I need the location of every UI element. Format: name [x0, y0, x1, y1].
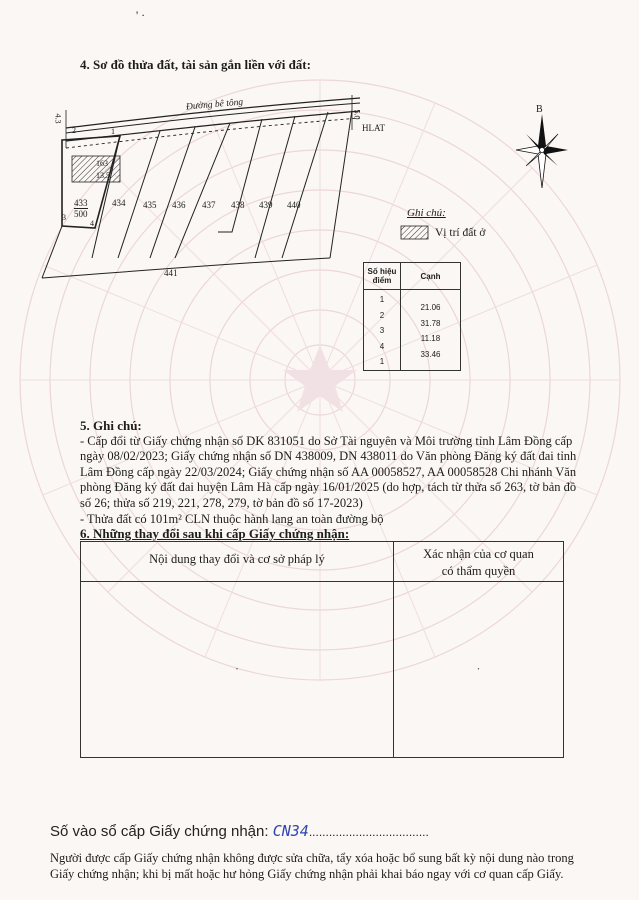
parcel-437: 437	[202, 200, 216, 210]
neighbor-parcel-lines	[42, 110, 352, 278]
point-1: 1	[379, 295, 385, 304]
changes-header-confirm-line1: Xác nhận của cơ quan	[423, 547, 534, 561]
edge-3-4: 11.18	[420, 334, 441, 343]
section5	[80, 418, 600, 527]
compass-icon	[512, 112, 572, 190]
changes-header-content	[81, 542, 394, 582]
edge-4-1: 33.46	[420, 349, 441, 359]
edges-column	[401, 290, 461, 371]
parcel-435: 435	[143, 200, 157, 210]
parcel-434: 434	[112, 198, 126, 208]
point-1-end: 1	[379, 357, 385, 366]
section5-line-2: ngày 08/02/2023; Giấy chứng nhận số DN 438009, DN 438011 do Văn phòng Đăng ký đất đai tỉnh	[80, 449, 577, 464]
parcel-436: 436	[172, 200, 186, 210]
parcel-440: 440	[287, 200, 301, 210]
subject-parcel-number: 433	[74, 198, 88, 208]
point-3: 3	[379, 326, 385, 335]
subject-parcel-map: 500	[74, 209, 88, 219]
points-table-header-points: Số hiệu điểm	[364, 263, 401, 290]
points-table	[363, 262, 461, 371]
section5-line-3: Lâm Đồng cấp ngày 22/03/2024; Giấy chứng nhận số AA 00058527, AA 00058528 Chi nhánh Văn	[80, 464, 577, 479]
hlat-label: HLAT	[362, 123, 385, 133]
registry-dots: ....................................	[308, 825, 429, 839]
section5-line-5: số 26; thửa số 219, 221, 278, 279, tờ bản đồ số 17-2023)	[80, 495, 363, 510]
area-bottom-label: 13.5	[96, 171, 110, 180]
registry-line	[50, 822, 429, 840]
changes-header-confirm-line2: có thẩm quyền	[441, 564, 516, 578]
road-label: Đường bê tông	[185, 97, 244, 113]
warning-text: Người được cấp Giấy chứng nhận không được sửa chữa, tẩy xóa hoặc bổ sung bất kỳ nội dung nào trong Giấy chứng nhận; khi bị mất hoặc hư hỏng Giấy chứng nhận phải khai báo ngay với cơ quan cấp Giấy.	[50, 851, 574, 881]
point-2: 2	[379, 310, 385, 320]
registry-value: CN34	[272, 822, 309, 840]
vertex-label-3: 3	[62, 213, 66, 222]
changes-header-content-text: Nội dung thay đổi và cơ sở pháp lý	[149, 552, 325, 566]
section6-title: 6. Những thay đổi sau khi cấp Giấy chứng nhận:	[80, 526, 350, 541]
subject-parcel-label	[74, 198, 88, 219]
changes-content-mark: ·	[234, 662, 240, 676]
changes-header-confirm	[394, 542, 564, 582]
left-road-width: 4.3	[53, 113, 63, 124]
section5-line-6: - Thửa đất có 101m² CLN thuộc hành lang an toàn đường bộ	[80, 511, 384, 526]
compass-north-label: B	[536, 104, 543, 115]
points-table-header-edge: Cạnh	[401, 263, 461, 290]
residential-legend-swatch	[400, 225, 430, 241]
section5-line-4: phòng Đăng ký đất đai huyện Lâm Hà cấp ngày 16/01/2025 (do hợp, tách từ thửa số 263, tờ bản đồ	[80, 480, 577, 495]
changes-table	[80, 541, 564, 758]
edge-1-2: 21.06	[420, 303, 441, 312]
parcel-441: 441	[164, 268, 178, 278]
point-4: 4	[379, 341, 385, 351]
legend-item: Vị trí đất ở	[435, 227, 486, 239]
changes-content-cell[interactable]	[81, 582, 394, 758]
parcel-438: 438	[231, 200, 245, 210]
legend-title: Ghi chú:	[407, 207, 446, 219]
changes-confirm-mark: ·	[476, 662, 481, 676]
registry-label: Số vào sổ cấp Giấy chứng nhận:	[50, 823, 269, 840]
page-marker: ' ·	[136, 8, 146, 22]
changes-confirm-cell[interactable]	[394, 582, 564, 758]
vertex-label-1: 1	[111, 127, 115, 136]
section5-line-1: - Cấp đổi từ Giấy chứng nhận số DK 831051 do Sở Tài nguyên và Môi trường tỉnh Lâm Đồng cấp	[80, 433, 573, 448]
parcel-439: 439	[259, 200, 273, 210]
edge-2-3: 31.78	[420, 318, 441, 328]
section4-title: 4. Sơ đồ thửa đất, tài sản gắn liền với đất:	[80, 57, 311, 72]
vertex-label-4: 4	[90, 219, 94, 228]
right-road-width: 5.0	[352, 109, 362, 120]
section5-title: 5. Ghi chú:	[80, 418, 142, 433]
area-top-label: 163	[96, 159, 108, 168]
points-column	[364, 290, 401, 371]
vertex-label-2: 2	[72, 126, 76, 135]
